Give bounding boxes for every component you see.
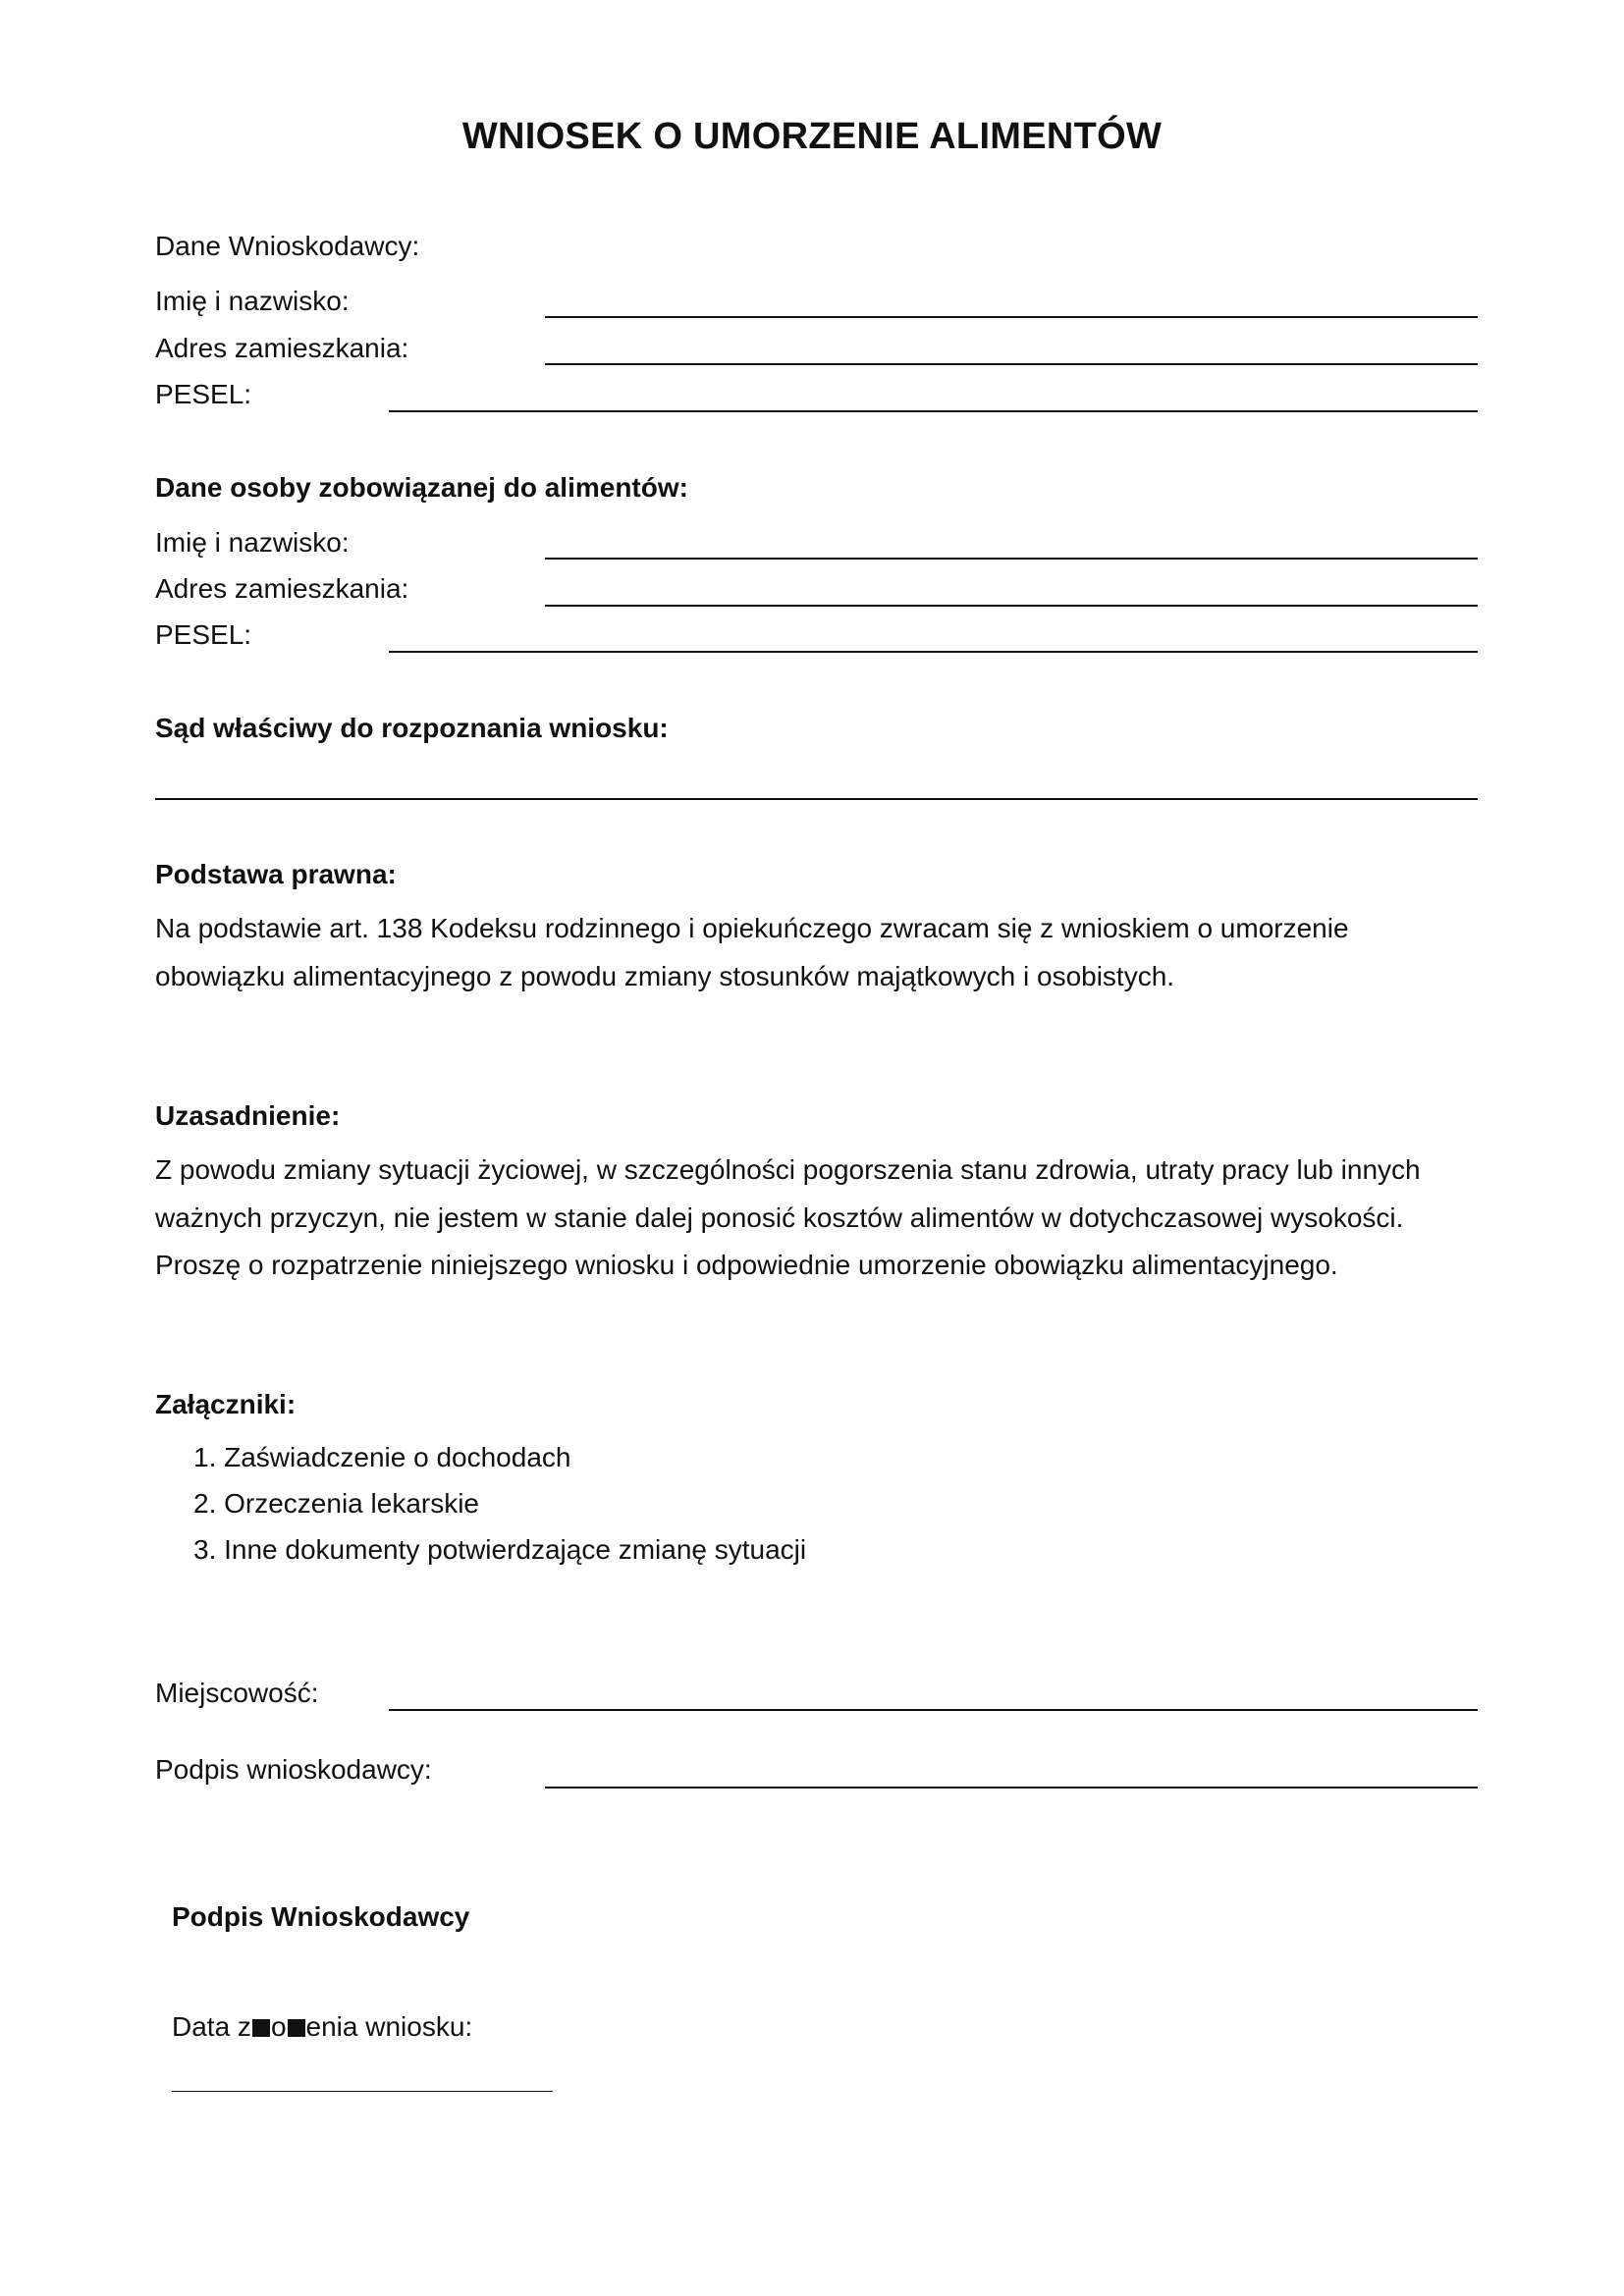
obligor-name-field[interactable] <box>545 558 1478 560</box>
applicant-pesel-label: PESEL: <box>155 379 252 409</box>
applicant-address-field[interactable] <box>545 363 1478 365</box>
applicant-heading: Dane Wnioskodawcy: <box>155 231 420 261</box>
justification-line: Z powodu zmiany sytuacji życiowej, w szczególności pogorszenia stanu zdrowia, utraty pracy lub innych <box>155 1154 1421 1185</box>
court-heading: Sąd właściwy do rozpoznania wniosku: <box>155 713 669 743</box>
court-field[interactable] <box>155 798 1478 800</box>
legal-basis-text <box>155 905 1530 1000</box>
document-title: WNIOSEK O UMORZENIE ALIMENTÓW <box>461 116 1163 157</box>
place-label: Miejscowość: <box>155 1678 319 1708</box>
justification-heading: Uzasadnienie: <box>155 1100 341 1131</box>
signature-field[interactable] <box>545 1787 1478 1789</box>
applicant-address-label: Adres zamieszkania: <box>155 333 409 363</box>
date-label-part: enia wniosku: <box>305 2011 473 2042</box>
applicant-name-field[interactable] <box>545 316 1478 318</box>
obligor-heading: Dane osoby zobowiązanej do alimentów: <box>155 472 688 503</box>
obligor-name-label: Imię i nazwisko: <box>155 527 350 558</box>
date-label-part: o <box>270 2011 287 2042</box>
attachment-item: 1. Zaświadczenie o dochodach <box>193 1442 571 1472</box>
applicant-name-label: Imię i nazwisko: <box>155 286 350 316</box>
date-label-part: Data z <box>172 2011 251 2042</box>
missing-glyph-icon <box>252 2019 270 2037</box>
legal-basis-line: obowiązku alimentacyjnego z powodu zmiany stosunków majątkowych i osobistych. <box>155 960 1175 991</box>
attachment-item: 2. Orzeczenia lekarskie <box>193 1488 480 1519</box>
date-label <box>172 2010 472 2044</box>
place-field[interactable] <box>389 1709 1478 1711</box>
justification-text <box>155 1147 1530 1290</box>
applicant-pesel-field[interactable] <box>389 410 1478 412</box>
obligor-pesel-field[interactable] <box>389 651 1478 653</box>
attachment-item: 3. Inne dokumenty potwierdzające zmianę sytuacji <box>193 1534 807 1565</box>
missing-glyph-icon <box>288 2019 305 2037</box>
attachments-list <box>193 1434 806 1573</box>
justification-line: ważnych przyczyn, nie jestem w stanie dalej ponosić kosztów alimentów w dotychczasowej wysokości. <box>155 1201 1404 1233</box>
obligor-address-label: Adres zamieszkania: <box>155 573 409 604</box>
attachments-heading: Załączniki: <box>155 1389 297 1419</box>
footer-signature-heading: Podpis Wnioskodawcy <box>172 1901 470 1932</box>
obligor-address-field[interactable] <box>545 605 1478 607</box>
obligor-pesel-label: PESEL: <box>155 619 252 650</box>
date-field[interactable] <box>172 2091 553 2092</box>
legal-basis-line: Na podstawie art. 138 Kodeksu rodzinnego i opiekuńczego zwracam się z wnioskiem o umorzenie <box>155 913 1349 943</box>
justification-line: Proszę o rozpatrzenie niniejszego wniosku i odpowiednie umorzenie obowiązku alimentacyjnego. <box>155 1250 1338 1280</box>
signature-label: Podpis wnioskodawcy: <box>155 1754 432 1785</box>
legal-basis-heading: Podstawa prawna: <box>155 859 397 889</box>
